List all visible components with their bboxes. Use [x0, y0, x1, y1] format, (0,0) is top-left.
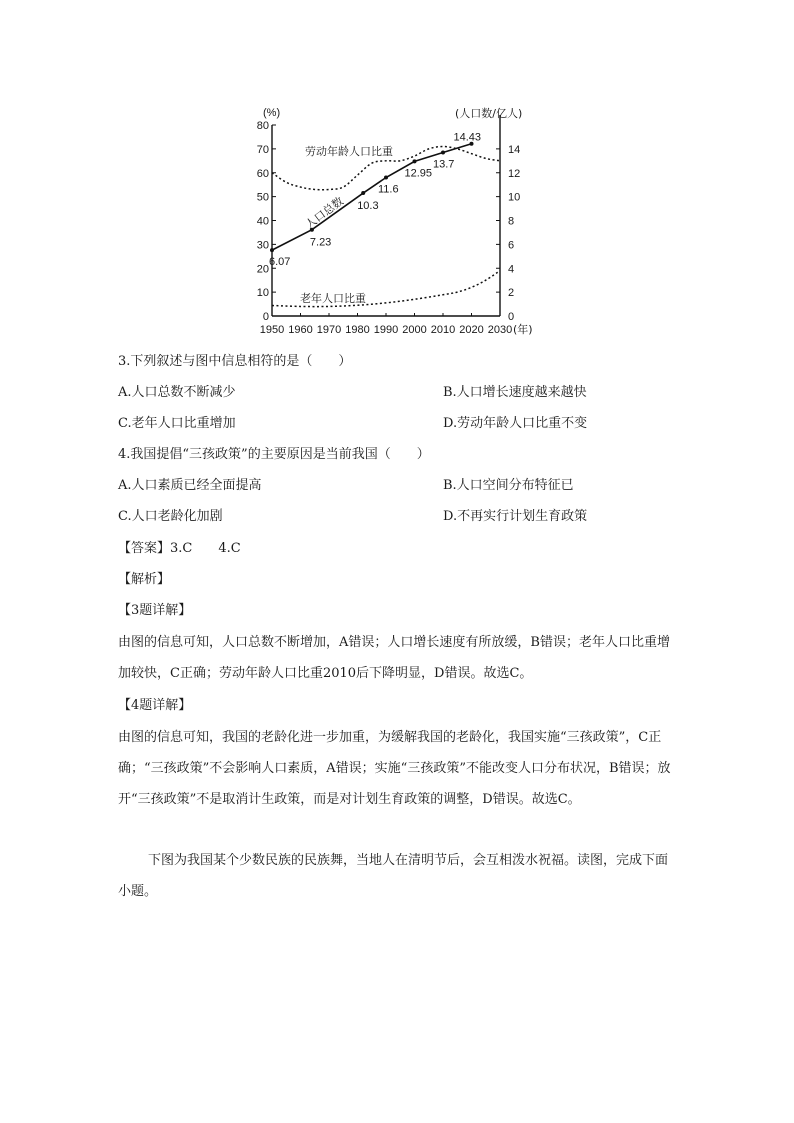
left-tick-label: 20: [256, 263, 269, 276]
left-tick-label: 80: [256, 120, 269, 132]
left-tick-label: 0: [262, 311, 269, 323]
total-population-point: [413, 159, 417, 163]
x-tick-label: 2030: [487, 324, 513, 336]
x-axis-unit-label: (年): [513, 323, 533, 336]
right-tick-label: 8: [508, 215, 515, 228]
right-tick-label: 0: [508, 311, 515, 323]
left-tick-label: 50: [256, 191, 269, 204]
left-tick-label: 30: [256, 239, 269, 252]
question-3-stem: 3.下列叙述与图中信息相符的是（ ）: [118, 354, 352, 369]
total-population-point: [384, 176, 388, 180]
x-tick-label: 1990: [373, 324, 399, 336]
total-population-point: [441, 150, 445, 154]
q4-detail-heading: 【4题详解】: [118, 698, 192, 713]
x-tick-label: 1950: [259, 324, 285, 336]
x-tick-label: 1960: [288, 324, 313, 336]
question-3-option-d: D.劳动年龄人口比重不变: [443, 416, 588, 431]
population-chart: [0, 0, 794, 360]
total-population-data-label: 11.6: [378, 183, 399, 196]
question-4-option-a: A.人口素质已经全面提高: [118, 478, 262, 493]
right-tick-label: 4: [508, 263, 515, 276]
left-tick-label: 10: [256, 287, 269, 300]
total-population-point: [361, 191, 365, 195]
q3-detail-heading: 【3题详解】: [118, 603, 192, 618]
right-tick-label: 2: [508, 287, 515, 300]
question-3-option-b: B.人口增长速度越来越快: [443, 385, 587, 400]
left-tick-label: 40: [256, 215, 269, 228]
total-population-data-label: 12.95: [404, 167, 433, 180]
total-population-data-label: 10.3: [357, 200, 379, 213]
question-3-option-c: C.老年人口比重增加: [118, 416, 236, 431]
left-tick-label: 60: [256, 167, 269, 180]
x-tick-label: 2010: [430, 324, 456, 336]
intro-paragraph: 下图为我国某个少数民族的民族舞，当地人在清明节后，会互相泼水祝福。读图，完成下面小题。: [118, 853, 669, 899]
question-4-option-c: C.人口老龄化加剧: [118, 509, 223, 524]
total-population-data-label: 13.7: [433, 158, 455, 171]
elderly-ratio-series-label: 老年人口比重: [300, 292, 366, 305]
right-tick-label: 6: [508, 239, 515, 252]
working-age-ratio-series-label: 劳动年龄人口比重: [305, 145, 393, 158]
left-axis-unit-label: (%): [263, 107, 281, 119]
x-tick-label: 2020: [459, 324, 484, 336]
right-tick-label: 12: [508, 167, 521, 180]
question-3-option-a: A.人口总数不断减少: [118, 385, 236, 400]
x-tick-label: 2000: [402, 324, 427, 336]
question-4-option-b: B.人口空间分布特征已: [443, 478, 574, 493]
total-population-point: [270, 248, 274, 252]
right-tick-label: 10: [508, 191, 521, 204]
total-population-data-label: 7.23: [309, 236, 332, 249]
total-population-data-label: 14.43: [453, 131, 482, 144]
right-axis-unit-label: (人口数/亿人): [455, 107, 523, 120]
total-population-series-label: 人口总数: [302, 194, 346, 232]
question-4-stem: 4.我国提倡“三孩政策”的主要原因是当前我国（ ）: [118, 447, 430, 462]
analysis-heading: 【解析】: [118, 572, 171, 587]
right-tick-label: 14: [508, 143, 521, 156]
answer-line: 【答案】3.C 4.C: [118, 541, 241, 556]
q3-detail-text: 由图的信息可知，人口总数不断增加，A错误；人口增长速度有所放缓，B错误；老年人口比重增加较快，C正确；劳动年龄人口比重2010后下降明显，D错误。故选C。: [118, 635, 670, 681]
q4-detail-text: 由图的信息可知，我国的老龄化进一步加重，为缓解我国的老龄化，我国实施“三孩政策”，C正确；“三孩政策”不会影响人口素质，A错误；实施“三孩政策”不能改变人口分布状况，B错误；放开“三孩政策”不是取消计生政策，而是对计划生育政策的调整，D错误。故选C。: [118, 730, 671, 807]
x-tick-label: 1980: [345, 324, 370, 336]
x-tick-label: 1970: [316, 324, 342, 336]
total-population-data-label: 6.07: [269, 256, 291, 269]
question-4-option-d: D.不再实行计划生育政策: [443, 509, 588, 524]
left-tick-label: 70: [256, 143, 269, 156]
